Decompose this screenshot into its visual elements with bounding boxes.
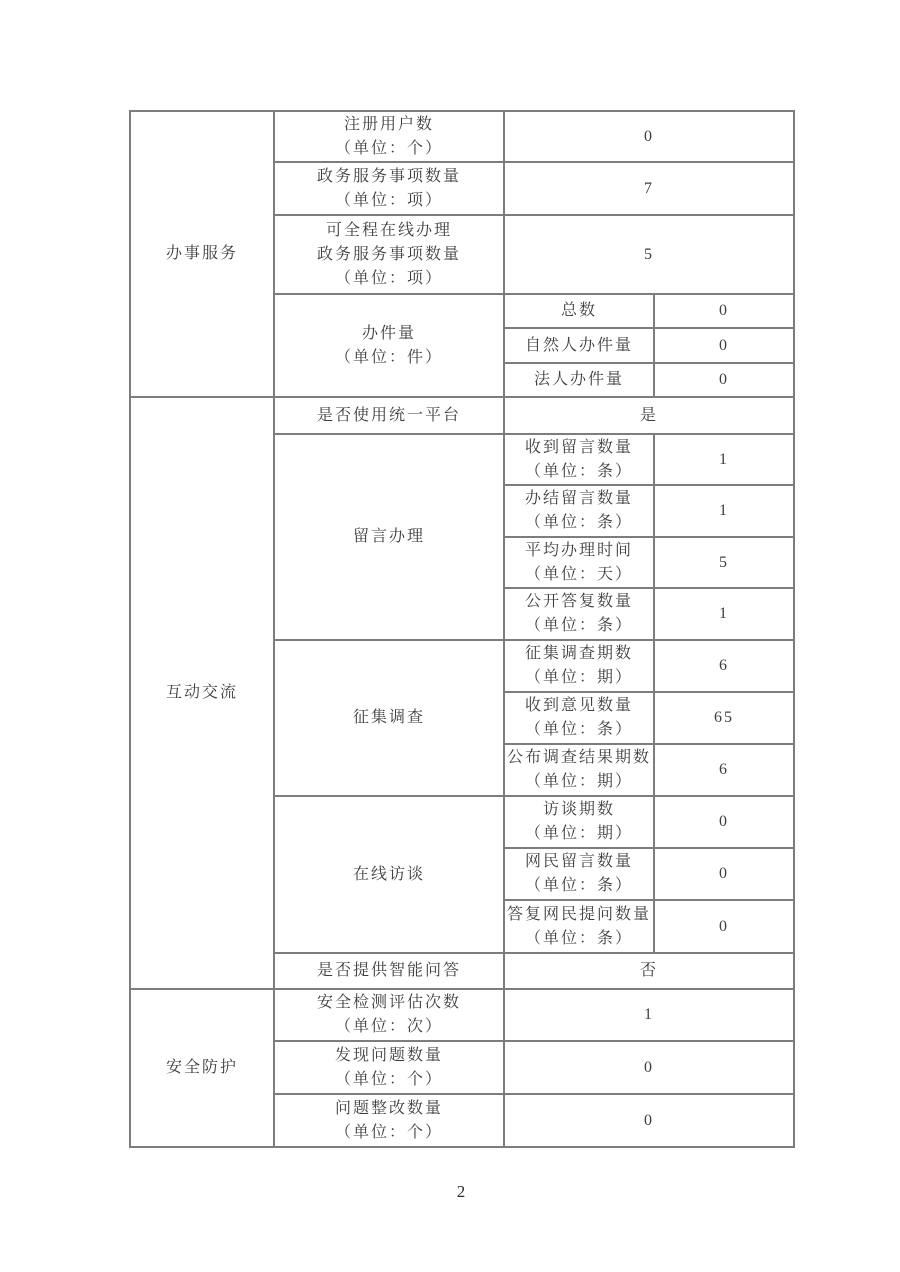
- sublabel-surveys-periods: [504, 640, 654, 692]
- value-messages-received: 1: [654, 434, 794, 485]
- sublabel-messages-avg-time: [504, 537, 654, 588]
- label-cell-assessments: [274, 989, 504, 1041]
- sublabel-surveys-periods-text: 征集调查期数: [524, 645, 633, 662]
- value-messages-public-replies: 1: [654, 588, 794, 640]
- value-interviews-periods: 0: [654, 796, 794, 848]
- label-cell-online-items: [274, 215, 504, 294]
- sublabel-cases-natural-person: 自然人办件量: [504, 328, 654, 363]
- sublabel-interviews-answers: [504, 900, 654, 953]
- value-messages-avg-time: 5: [654, 537, 794, 588]
- label-online-items-line1: 可全程在线办理: [325, 221, 452, 239]
- label-cell-messages: [274, 434, 504, 640]
- sublabel-messages-completed-text: 办结留言数量: [524, 490, 633, 507]
- label-cell-service-items: [274, 162, 504, 215]
- page-number: 2: [456, 1182, 466, 1201]
- sublabel-messages-avg-time-text: 平均办理时间: [524, 541, 633, 559]
- label-surveys: 征集调查: [352, 709, 425, 726]
- value-problems-found: 0: [504, 1041, 794, 1094]
- value-registered-users: 0: [504, 111, 794, 162]
- sublabel-messages-completed-unit: （单位：条）: [524, 514, 633, 531]
- sublabel-interviews-periods-unit: （单位：期）: [524, 825, 633, 842]
- category-label-security: 安全防护: [165, 1059, 238, 1076]
- sublabel-interviews-periods-text: 访谈期数: [542, 801, 615, 818]
- sublabel-surveys-opinions-unit: （单位：条）: [524, 721, 633, 738]
- label-cases: 办件量: [361, 324, 416, 342]
- sublabel-interviews-periods: [504, 796, 654, 848]
- unit-registered-users: （单位：个）: [334, 139, 443, 157]
- category-cell-interaction: [130, 397, 274, 989]
- label-cell-interviews: [274, 796, 504, 953]
- sublabel-surveys-periods-unit: （单位：期）: [524, 669, 633, 686]
- sublabel-messages-avg-time-unit: （单位：天）: [524, 565, 633, 583]
- value-online-items: 5: [504, 215, 794, 294]
- value-problems-fixed: 0: [504, 1094, 794, 1147]
- unit-service-items: （单位：项）: [334, 191, 443, 209]
- category-cell-security: [130, 989, 274, 1147]
- value-surveys-results: 6: [654, 744, 794, 796]
- category-label-service: 办事服务: [165, 245, 238, 262]
- sublabel-messages-received-unit: （单位：条）: [524, 462, 633, 480]
- value-interviews-answers: 0: [654, 900, 794, 953]
- sublabel-surveys-results: [504, 744, 654, 796]
- label-interviews: 在线访谈: [352, 865, 425, 883]
- label-cell-surveys: [274, 640, 504, 796]
- value-smart-qa: 否: [504, 953, 794, 989]
- value-unified-platform: 是: [504, 397, 794, 434]
- label-cell-problems-fixed: [274, 1094, 504, 1147]
- category-cell-service: [130, 111, 274, 397]
- unit-assessments: （单位：次）: [334, 1018, 443, 1035]
- label-cell-unified-platform: 是否使用统一平台: [274, 397, 504, 434]
- label-problems-fixed: 问题整改数量: [334, 1099, 443, 1117]
- sublabel-messages-public-replies: [504, 588, 654, 640]
- sublabel-surveys-opinions-text: 收到意见数量: [524, 697, 633, 714]
- label-online-items-line2: 政务服务事项数量: [316, 245, 461, 263]
- sublabel-cases-legal-person: 法人办件量: [504, 363, 654, 397]
- sublabel-interviews-messages-text: 网民留言数量: [524, 853, 633, 870]
- label-messages: 留言办理: [352, 528, 425, 545]
- report-table: [129, 110, 795, 1148]
- value-cases-natural-person: 0: [654, 328, 794, 363]
- sublabel-messages-public-replies-unit: （单位：条）: [524, 617, 633, 634]
- label-cell-registered-users: [274, 111, 504, 162]
- value-assessments: 1: [504, 989, 794, 1041]
- unit-problems-found: （单位：个）: [334, 1070, 443, 1088]
- sublabel-interviews-messages-unit: （单位：条）: [524, 877, 633, 894]
- label-registered-users: 注册用户数: [343, 115, 434, 133]
- category-label-interaction: 互动交流: [165, 684, 238, 701]
- label-problems-found: 发现问题数量: [334, 1046, 443, 1064]
- value-service-items: 7: [504, 162, 794, 215]
- sublabel-surveys-results-text: 公布调查结果期数: [506, 749, 651, 766]
- value-interviews-messages: 0: [654, 848, 794, 900]
- sublabel-interviews-answers-unit: （单位：条）: [524, 929, 633, 947]
- sublabel-messages-completed: [504, 485, 654, 537]
- sublabel-interviews-answers-text: 答复网民提问数量: [506, 905, 651, 923]
- label-service-items: 政务服务事项数量: [316, 167, 461, 185]
- sublabel-messages-public-replies-text: 公开答复数量: [524, 593, 633, 610]
- label-cell-cases: [274, 294, 504, 397]
- label-cell-smart-qa: 是否提供智能问答: [274, 953, 504, 989]
- sublabel-messages-received: [504, 434, 654, 485]
- value-messages-completed: 1: [654, 485, 794, 537]
- value-cases-total: 0: [654, 294, 794, 328]
- sublabel-interviews-messages: [504, 848, 654, 900]
- value-surveys-periods: 6: [654, 640, 794, 692]
- sublabel-cases-total: 总数: [504, 294, 654, 328]
- sublabel-surveys-results-unit: （单位：期）: [524, 773, 633, 790]
- value-cases-legal-person: 0: [654, 363, 794, 397]
- sublabel-surveys-opinions: [504, 692, 654, 744]
- label-assessments: 安全检测评估次数: [316, 994, 461, 1011]
- label-cell-problems-found: [274, 1041, 504, 1094]
- value-surveys-opinions: 65: [654, 692, 794, 744]
- unit-cases: （单位：件）: [334, 348, 443, 366]
- sublabel-messages-received-text: 收到留言数量: [524, 438, 633, 456]
- unit-online-items: （单位：项）: [334, 269, 443, 287]
- unit-problems-fixed: （单位：个）: [334, 1123, 443, 1141]
